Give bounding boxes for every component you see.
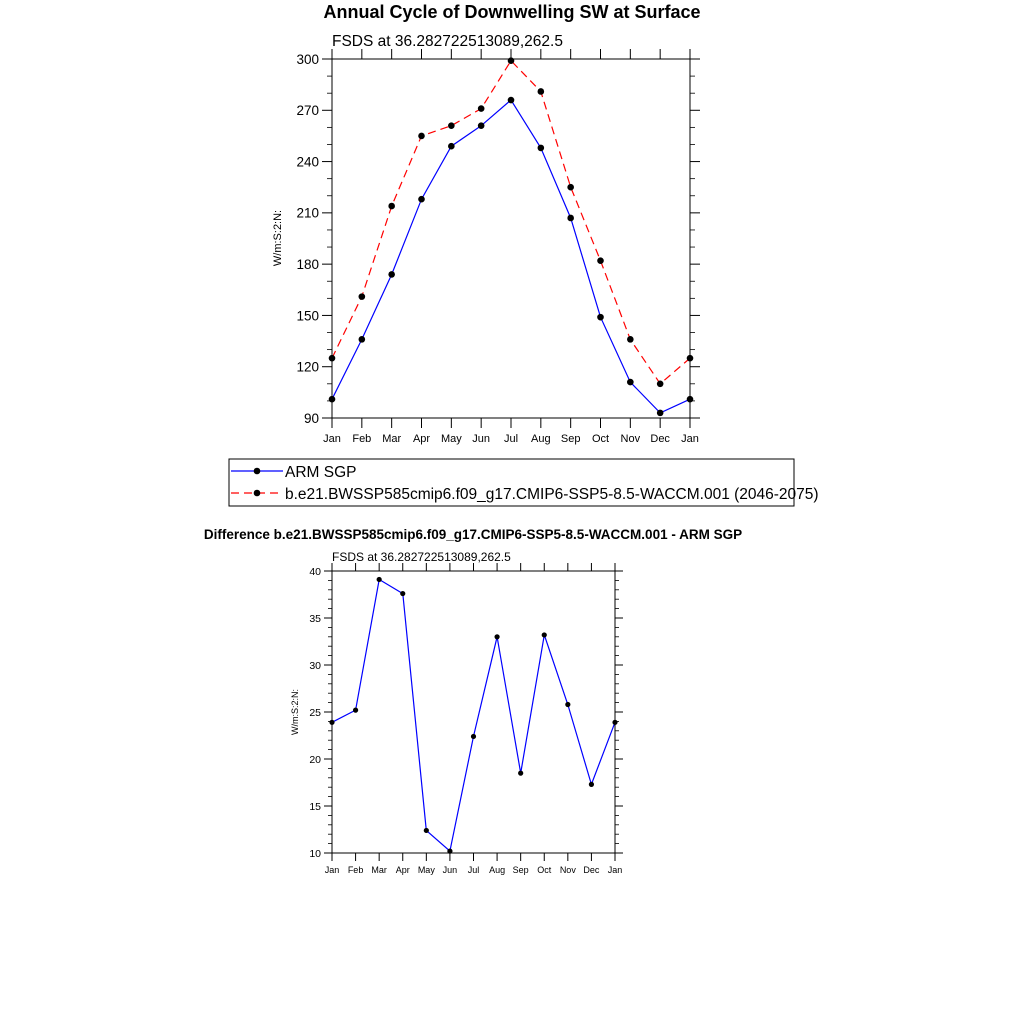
chart2-plot-frame: [332, 571, 615, 853]
data-point: [657, 410, 664, 417]
x-tick-label: Nov: [620, 433, 641, 445]
x-tick-label: Oct: [591, 433, 610, 445]
x-tick-label: Dec: [650, 433, 670, 445]
x-tick-label: Nov: [559, 865, 576, 875]
chart1-ylabel: W/m:S:2:N:: [272, 209, 284, 267]
data-point: [597, 257, 604, 264]
y-tick-label: 180: [296, 257, 319, 273]
x-tick-label: Aug: [531, 433, 551, 445]
chart1-plot-frame: [332, 59, 690, 418]
y-tick-label: 240: [296, 154, 319, 170]
data-point: [359, 293, 366, 300]
chart1-legend: [229, 459, 819, 506]
data-point: [400, 591, 405, 596]
data-point: [687, 355, 694, 362]
series-line-1: [332, 61, 690, 384]
data-point: [448, 143, 455, 150]
data-point: [567, 184, 574, 191]
x-tick-label: Aug: [489, 865, 506, 875]
data-point: [424, 828, 429, 833]
data-point: [448, 122, 455, 129]
x-tick-label: Apr: [395, 865, 410, 875]
data-point: [508, 97, 515, 104]
data-point: [418, 133, 425, 140]
x-tick-label: Jan: [681, 433, 699, 445]
data-point: [687, 396, 694, 403]
y-tick-label: 10: [309, 847, 321, 860]
annual-cycle-chart: [229, 2, 819, 506]
chart1-y-axis: [296, 52, 700, 426]
data-point: [589, 782, 594, 787]
data-point: [478, 105, 485, 112]
difference-chart: [204, 527, 742, 875]
x-tick-label: Jun: [442, 865, 458, 875]
chart2-series-layer: [329, 577, 617, 854]
x-tick-label: Sep: [512, 865, 529, 875]
legend-label-arm-sgp: ARM SGP: [285, 464, 357, 481]
data-point: [538, 88, 545, 95]
chart1-series-layer: [329, 57, 694, 416]
data-point: [567, 215, 574, 222]
y-tick-label: 300: [296, 51, 319, 67]
series-line-0: [332, 580, 615, 852]
data-point: [508, 57, 515, 64]
data-point: [518, 771, 523, 776]
data-point: [377, 577, 382, 582]
data-point: [478, 122, 485, 129]
data-point: [542, 632, 547, 637]
data-point: [353, 708, 358, 713]
data-point: [627, 336, 634, 343]
x-tick-label: Oct: [537, 865, 552, 875]
x-tick-label: Jul: [467, 865, 480, 875]
data-point: [471, 734, 476, 739]
data-point: [597, 314, 604, 321]
data-point: [538, 145, 545, 152]
y-tick-label: 30: [309, 659, 321, 672]
x-tick-label: May: [417, 865, 435, 875]
data-point: [447, 849, 452, 854]
chart2-subtitle: FSDS at 36.282722513089,262.5: [332, 550, 511, 564]
x-tick-label: Mar: [371, 865, 387, 875]
x-tick-label: Feb: [352, 433, 372, 445]
x-tick-label: Mar: [382, 433, 402, 445]
data-point: [329, 355, 336, 362]
data-point: [388, 203, 395, 210]
chart2-y-axis: [309, 566, 623, 860]
legend-label-model: b.e21.BWSSP585cmip6.f09_g17.CMIP6-SSP5-8.5-WACCM.001 (2046-2075): [285, 486, 819, 503]
x-tick-label: Jan: [324, 865, 340, 875]
data-point: [388, 271, 395, 278]
data-point: [329, 720, 334, 725]
y-tick-label: 150: [296, 308, 319, 324]
x-tick-label: Jan: [323, 433, 341, 445]
x-tick-label: May: [440, 433, 462, 445]
legend-marker-arm-sgp: [254, 468, 261, 475]
x-tick-label: Jul: [503, 433, 519, 445]
chart2-ylabel: W/m:S:2:N:: [290, 688, 300, 736]
x-tick-label: Feb: [347, 865, 364, 875]
y-tick-label: 35: [309, 612, 321, 625]
data-point: [329, 396, 336, 403]
y-tick-label: 25: [309, 706, 321, 719]
y-tick-label: 15: [309, 800, 321, 813]
y-tick-label: 210: [296, 205, 319, 221]
data-point: [565, 702, 570, 707]
data-point: [627, 379, 634, 386]
chart1-title: Annual Cycle of Downwelling SW at Surface: [323, 2, 701, 22]
data-point: [359, 336, 366, 343]
data-point: [612, 720, 617, 725]
y-tick-label: 40: [309, 565, 321, 578]
data-point: [657, 381, 664, 388]
x-tick-label: Apr: [412, 433, 431, 445]
chart1-subtitle: FSDS at 36.282722513089,262.5: [332, 33, 563, 50]
y-tick-label: 90: [303, 410, 319, 426]
data-point: [418, 196, 425, 203]
data-point: [494, 634, 499, 639]
x-tick-label: Dec: [583, 865, 600, 875]
chart1-x-axis: [323, 49, 699, 445]
y-tick-label: 120: [296, 359, 319, 375]
chart2-title: Difference b.e21.BWSSP585cmip6.f09_g17.CMIP6-SSP5-8.5-WACCM.001 - ARM SGP: [203, 527, 743, 542]
x-tick-label: Jun: [472, 433, 491, 445]
series-line-0: [332, 100, 690, 413]
legend-marker-model: [254, 490, 261, 497]
y-tick-label: 20: [309, 753, 321, 766]
chart2-x-axis: [325, 563, 623, 875]
x-tick-label: Sep: [560, 433, 581, 445]
x-tick-label: Jan: [607, 865, 623, 875]
y-tick-label: 270: [296, 103, 319, 119]
